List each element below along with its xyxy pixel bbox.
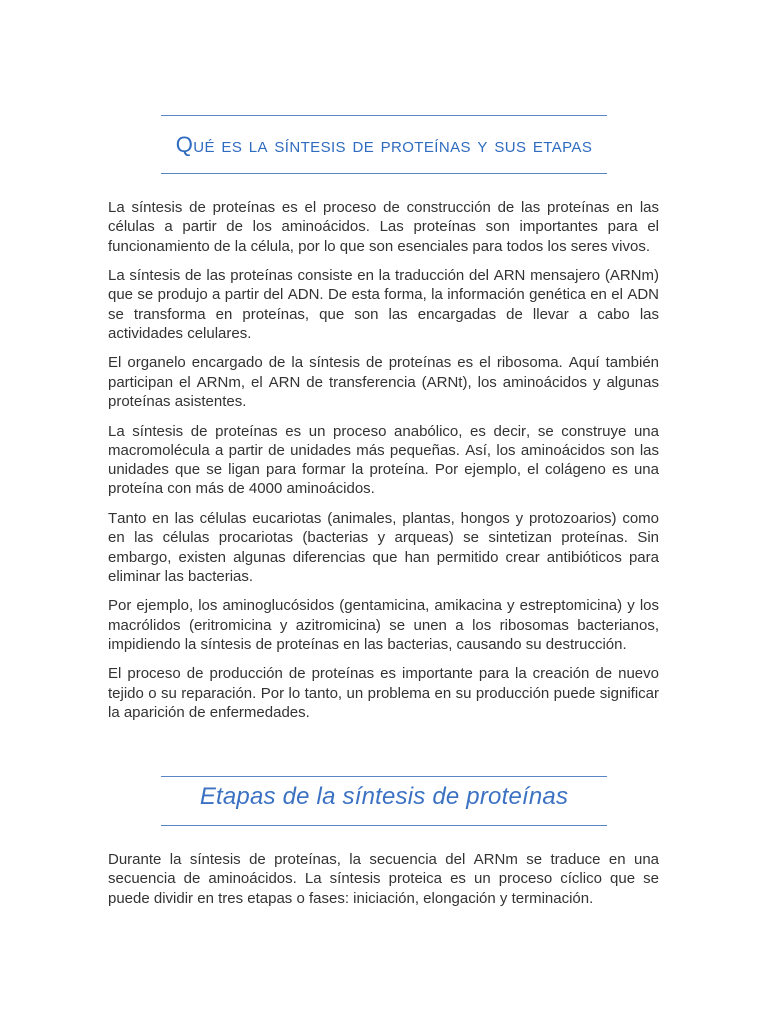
heading-rule-top [161,115,607,116]
section-heading: Qué es la síntesis de proteínas y sus etapas [175,132,593,157]
paragraph: Por ejemplo, los aminoglucósidos (gentamicina, amikacina y estreptomicina) y los macrólidos (eritromicina y azitromicina) se unen a los ribosomas bacterianos, impidiendo la síntesis de proteínas en las bacterias, causando su destrucción. [108,597,659,653]
paragraph: El proceso de producción de proteínas es importante para la creación de nuevo tejido o su reparación. Por lo tanto, un problema en su producción puede significar la aparición de enfermedades. [108,665,659,721]
paragraph: Tanto en las células eucariotas (animales, plantas, hongos y protozoarios) como en las células procariotas (bacterias y arqueas) se sintetizan proteínas. Sin embargo, existen algunas diferencias que han permitido crear antibióticos para eliminar las bacterias. [108,509,659,585]
section-body [108,198,659,732]
section-body [108,850,659,918]
heading-rule-top [161,776,607,777]
heading-rule-bottom [161,173,607,174]
paragraph: La síntesis de proteínas es el proceso de construcción de las proteínas en las células a partir de los aminoácidos. Las proteínas son importantes para el funcionamiento de la célula, por lo que son esenciales para todos los seres vivos. [108,199,659,255]
heading-rule-bottom [161,825,607,826]
paragraph: Durante la síntesis de proteínas, la secuencia del ARNm se traduce en una secuencia de aminoácidos. La síntesis proteica es un proceso cíclico que se puede dividir en tres etapas o fases: iniciación, elongación y terminación. [108,851,659,907]
paragraph: La síntesis de las proteínas consiste en la traducción del ARN mensajero (ARNm) que se produjo a partir del ADN. De esta forma, la información genética en el ADN se transforma en proteínas, que son las encargadas de llevar a cabo las actividades celulares. [108,267,659,342]
paragraph: La síntesis de proteínas es un proceso anabólico, es decir, se construye una macromolécula a partir de unidades más pequeñas. Así, los aminoácidos son las unidades que se ligan para formar la proteína. Por ejemplo, el colágeno es una proteína con más de 4000 aminoácidos. [108,422,659,498]
paragraph: El organelo encargado de la síntesis de proteínas es el ribosoma. Aquí también participan el ARNm, el ARN de transferencia (ARNt), los aminoácidos y algunas proteínas asistentes. [108,354,659,411]
section-heading: Etapas de la síntesis de proteínas [199,783,569,810]
